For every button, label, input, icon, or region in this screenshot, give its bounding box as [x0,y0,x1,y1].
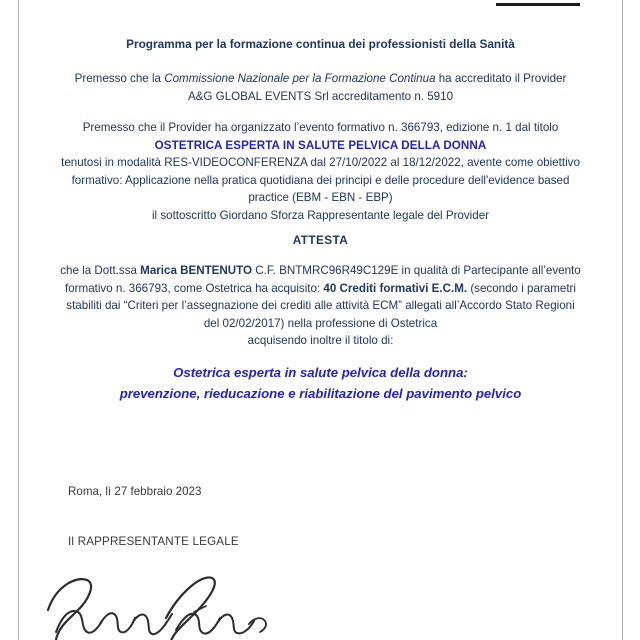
attesta-line-3: stabiliti dai “Criteri per l’assegnazione dei crediti alle attività ECM” allegati all’Accordo Stato Regioni [66,299,575,312]
cf-label: C.F. [252,264,280,277]
participant-name: Marica BENTENUTO [140,264,253,277]
certificate-sheet [19,0,622,640]
codice-fiscale: BNTMRC96R49C129E [279,264,399,277]
award-title-block [37,362,604,404]
attesta-suffix: in qualità di Partecipante all’evento [398,264,581,277]
event-title: OSTETRICA ESPERTA IN SALUTE PELVICA DELLA DONNA [154,138,487,152]
award-title-line-2: prevenzione, rieducazione e riabilitazione del pavimento pelvico [119,386,522,401]
attesta-line-1 [37,262,604,280]
premise-provider-text-after: ha accreditato il Provider [435,72,567,85]
attesta-heading: ATTESTA [292,233,349,247]
premise-event-line-5: practice (EBM - EBN - EBP) [248,191,393,204]
premise-event-line-4: formativo: Applicazione nella pratica quotidiana dei principi e delle procedure dell'evidence based [71,173,570,187]
attesta-line-2-prefix: formativo n. 366793, come Ostetrica ha acquisito: [65,281,324,295]
award-title-line-1: Ostetrica esperta in salute pelvica della donna: [173,365,468,380]
attesta-line-2-suffix: (secondo i parametri [467,281,576,295]
premise-event-block [37,119,604,224]
representative-label: Il RAPPRESENTANTE LEGALE [68,535,239,548]
attesta-body-block [37,262,604,350]
attesta-line-2 [37,280,604,298]
premise-provider-line-2: A&G GLOBAL EVENTS Srl accreditamento n. 5910 [187,89,454,103]
premise-provider-line-1 [37,70,604,88]
commissione-nazionale-italic: Commissione Nazionale per la Formazione Continua [164,72,436,85]
attesta-prefix: che la Dott.ssa [60,264,141,277]
premise-provider-text-before: Premesso che la [74,72,165,85]
premise-event-line-1: Premesso che il Provider ha organizzato l’evento formativo n. 366793, edizione n. 1 dal titolo [82,121,559,134]
premise-event-line-6: il sottoscritto Giordano Sforza Rappresentante legale del Provider [151,208,490,222]
attesta-line-5: acquisendo inoltre il titolo di: [247,334,394,347]
premise-event-line-3: tenutosi in modalità RES-VIDEOCONFERENZA dal 27/10/2022 al 18/12/2022, avente come obiettivo [61,156,580,169]
page-title: Programma per la formazione continua dei professionisti della Sanità [126,37,515,51]
page-border-right [622,0,623,640]
place-and-date: Roma, lì 27 febbraio 2023 [68,485,202,498]
credits-value: 40 Crediti formativi E.C.M. [323,281,468,295]
attesta-line-4: del 02/02/2017) nella professione di Ostetrica [203,316,438,330]
signature-image [34,566,274,640]
premise-provider-block [37,70,604,105]
